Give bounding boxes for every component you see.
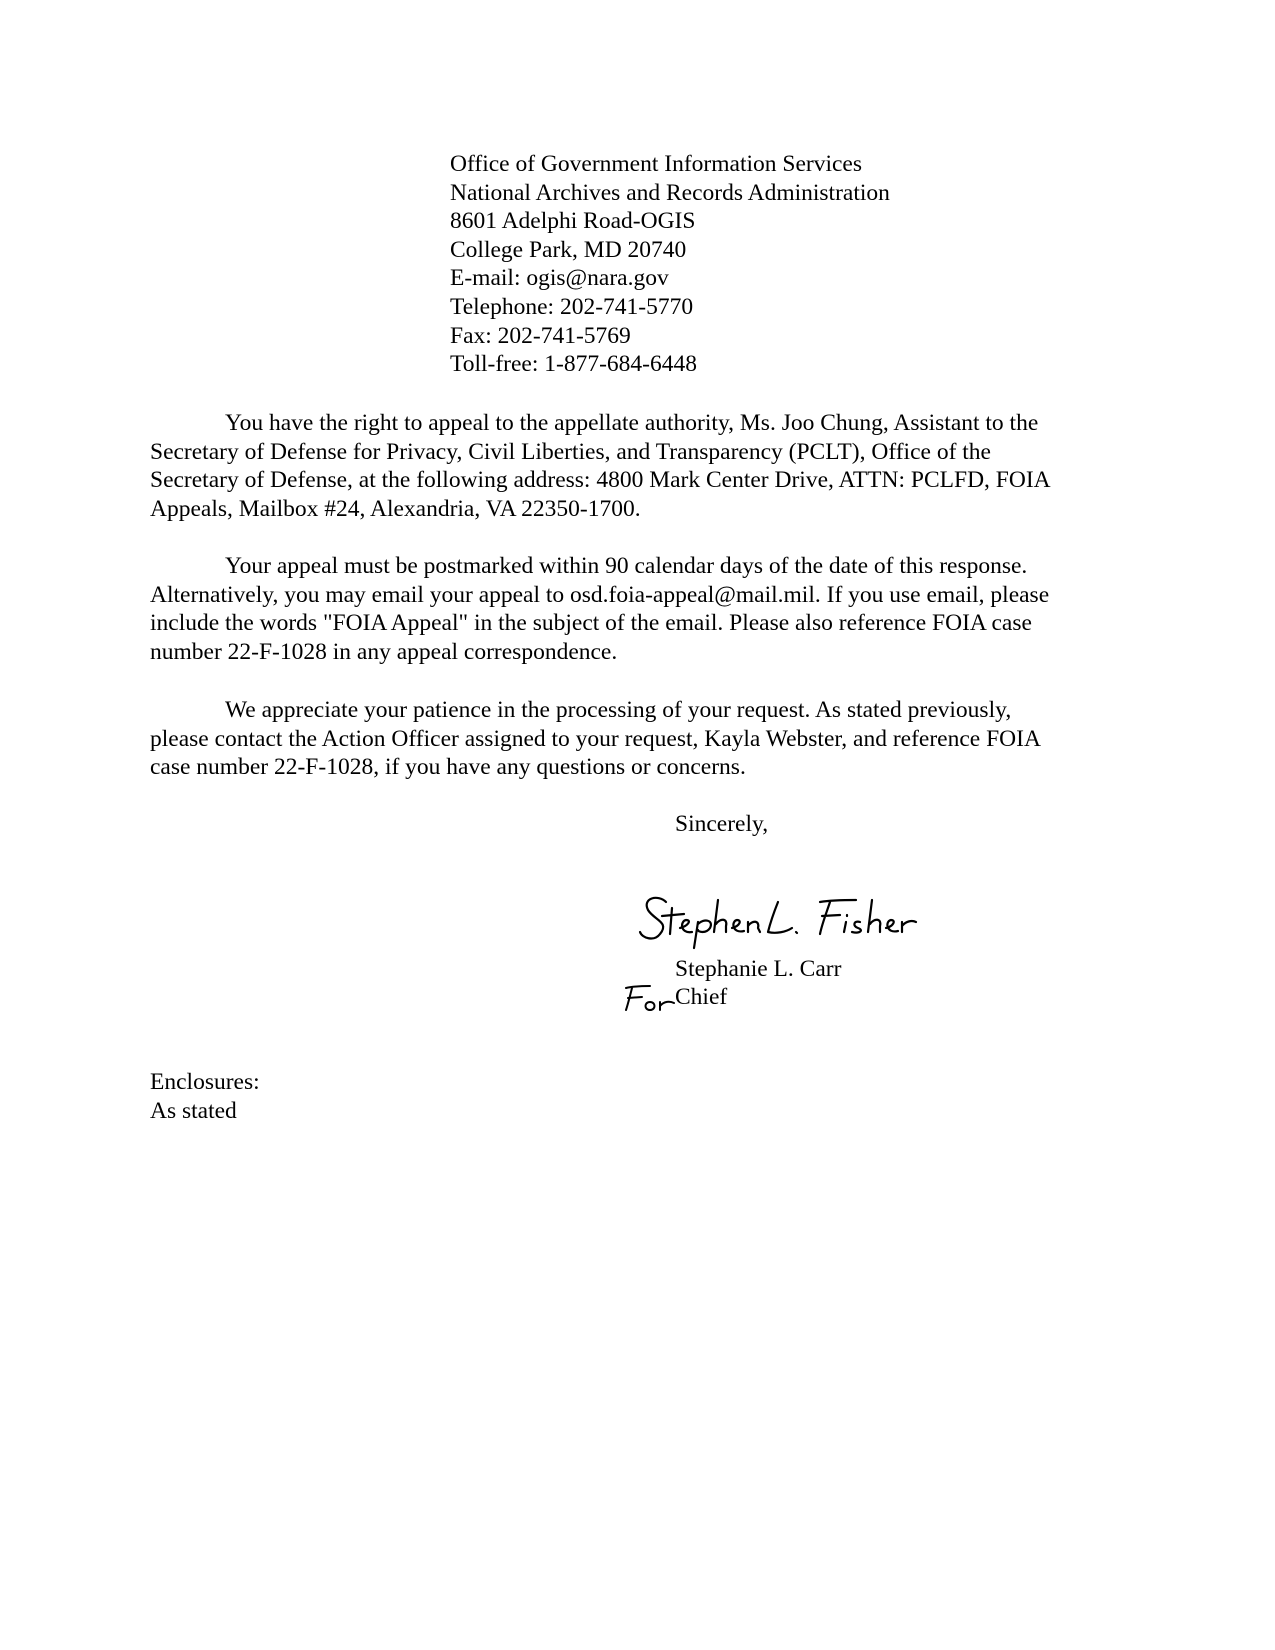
- paragraph-line: You have the right to appeal to the appellate authority, Ms. Joo Chung, Assistant to the: [225, 410, 1039, 436]
- address-email-line: E-mail: ogis@nara.gov: [450, 265, 669, 292]
- appeal-deadline-paragraph: [150, 552, 1125, 666]
- address-line: College Park, MD 20740: [450, 236, 687, 263]
- address-fax-line: Fax: 202-741-5769: [450, 322, 631, 349]
- appeal-rights-paragraph: [150, 409, 1125, 523]
- address-line: National Archives and Records Administration: [450, 179, 890, 206]
- paragraph-line: case number 22-F-1028, if you have any questions or concerns.: [150, 754, 746, 780]
- paragraph-line: please contact the Action Officer assigned to your request, Kayla Webster, and reference FOIA: [150, 725, 1041, 752]
- address-line: Office of Government Information Services: [450, 151, 862, 177]
- paragraph-line: include the words "FOIA Appeal" in the subject of the email. Please also reference FOIA case: [150, 610, 1032, 636]
- address-tollfree-line: Toll-free: 1-877-684-6448: [450, 351, 697, 378]
- enclosures-block: [150, 1068, 260, 1125]
- signer-title: Chief: [675, 984, 728, 1010]
- paragraph-line: Secretary of Defense, at the following address: 4800 Mark Center Drive, ATTN: PCLFD, FOIA: [150, 467, 1051, 493]
- paragraph-line: Your appeal must be postmarked within 90 calendar days of the date of this response.: [225, 553, 1028, 579]
- paragraph-line: Appeals, Mailbox #24, Alexandria, VA 22350-1700.: [150, 495, 641, 522]
- paragraph-line: We appreciate your patience in the processing of your request. As stated previously,: [225, 697, 1012, 723]
- paragraph-line: Secretary of Defense for Privacy, Civil Liberties, and Transparency (PCLT), Office of the: [150, 438, 991, 465]
- address-block: [450, 150, 1050, 379]
- address-line: 8601 Adelphi Road-OGIS: [450, 208, 696, 235]
- handwritten-for-mark: [620, 980, 678, 1014]
- paragraph-line: number 22-F-1028 in any appeal correspondence.: [150, 638, 618, 665]
- address-phone-line: Telephone: 202-741-5770: [450, 293, 694, 320]
- signer-name: Stephanie L. Carr: [675, 956, 842, 982]
- closing-salutation: Sincerely,: [675, 811, 769, 837]
- closing-paragraph: [150, 696, 1125, 782]
- enclosures-value: As stated: [150, 1097, 237, 1124]
- paragraph-line: Alternatively, you may email your appeal to osd.foia-appeal@mail.mil. If you use email, please: [150, 581, 1050, 608]
- handwritten-signature: [636, 888, 926, 950]
- enclosures-label: Enclosures:: [150, 1069, 260, 1095]
